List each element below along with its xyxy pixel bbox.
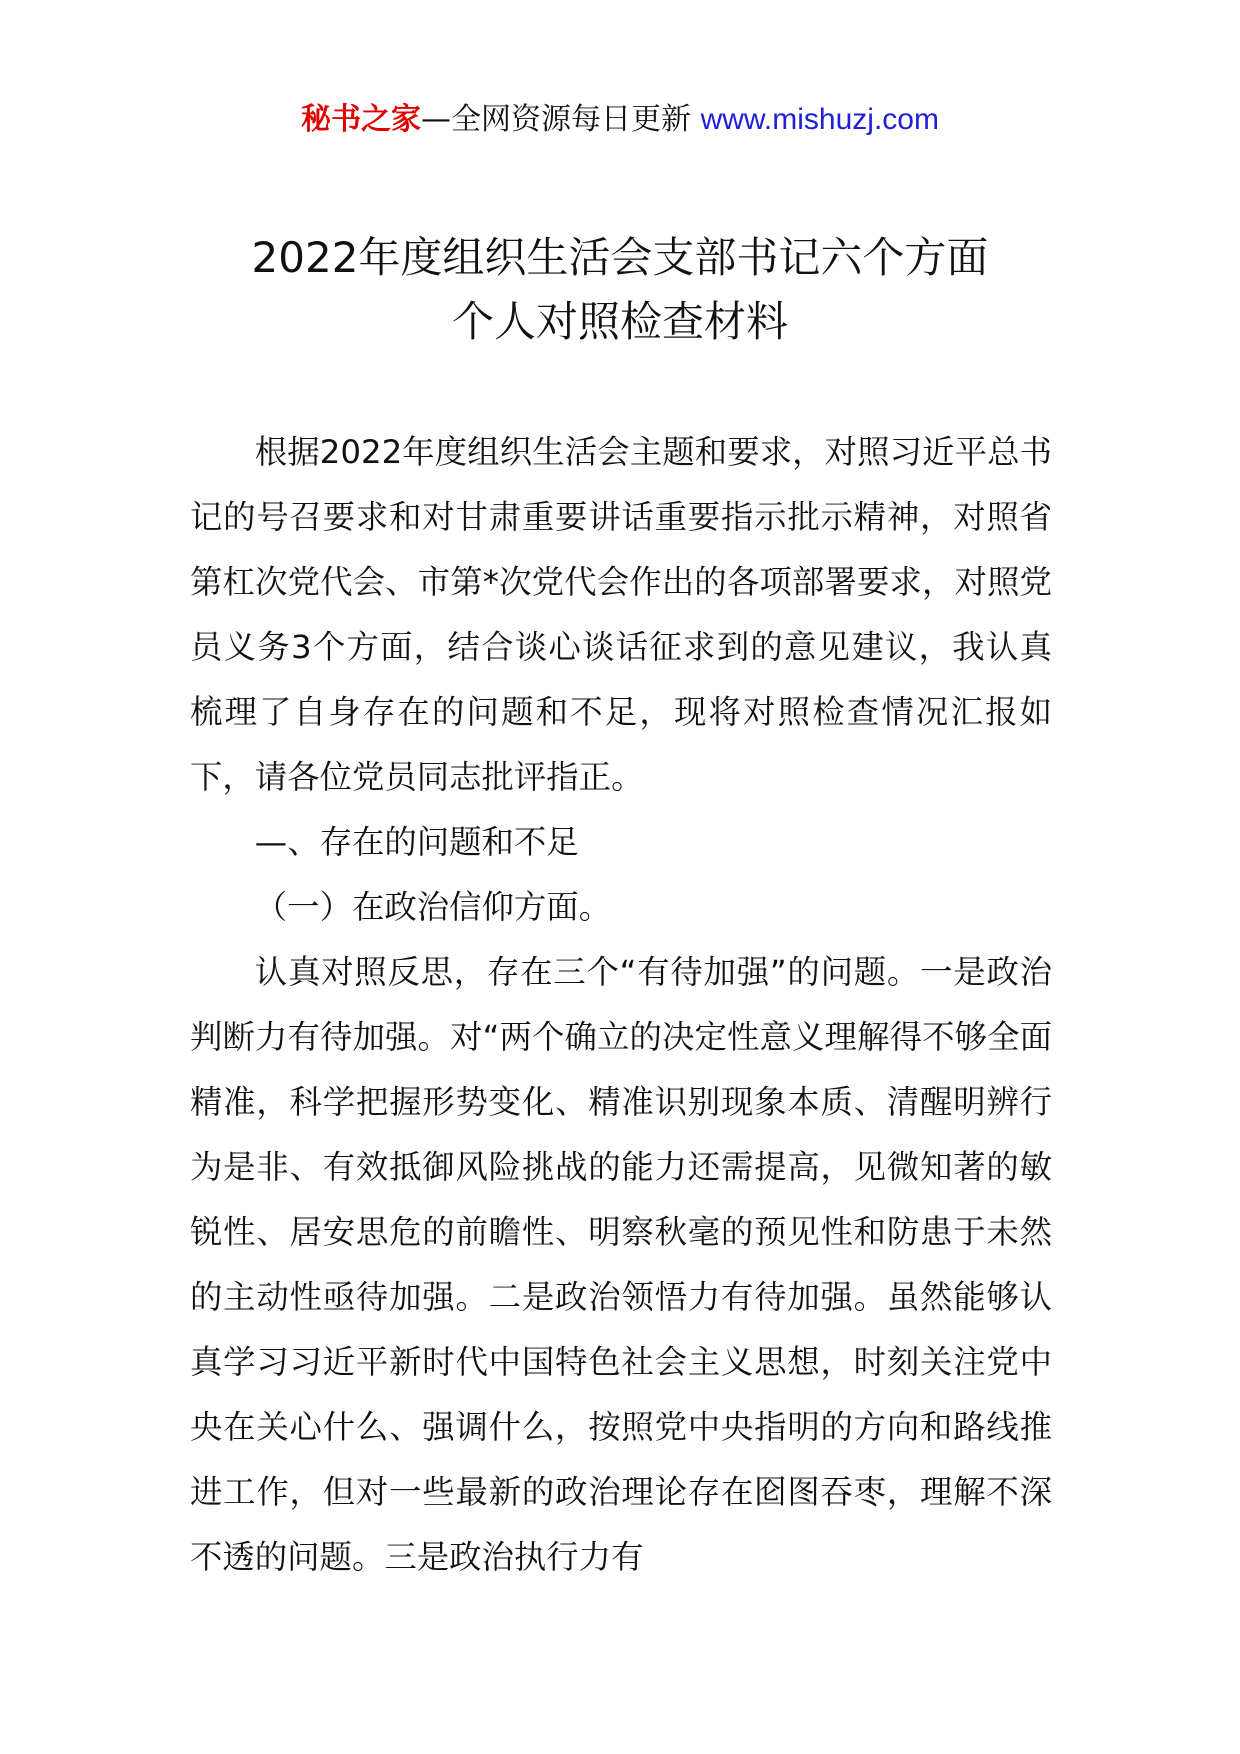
title-line-2: 个人对照检查材料 [451,297,788,346]
section-heading-1: —、存在的问题和不足 [254,823,579,861]
site-url-link[interactable]: www.mishuzj.com [700,103,939,136]
title-line-1: 2022年度组织生活会支部书记六个方面 [251,233,989,282]
site-slogan: —全网资源每日更新 [421,102,692,137]
subsection-heading-1: （一）在政治信仰方面。 [254,888,612,926]
brand-name: 秘书之家 [301,102,422,137]
document-title [0,226,1240,354]
intro-paragraph: 根据2022年度组织生活会主题和要求，对照习近平总书记的号召要求和对甘肃重要讲话重要指示批示精神，对照省第杠次党代会、市第*次党代会作出的各项部署要求，对照党员义务3个方面，结合谈心谈话征求到的意见建议，我认真梳理了自身存在的问题和不足，现将对照检查情况汇报如下，请各位党员同志批评指正。 [190,433,1052,796]
document-body [190,420,1052,1590]
site-header [0,98,1240,142]
body-paragraph-2: 认真对照反思，存在三个“有待加强”的问题。一是政治判断力有待加强。对“两个确立的决定性意义理解得不够全面精准，科学把握形势变化、精准识别现象本质、清醒明辨行为是非、有效抵御风险挑战的能力还需提高，见微知著的敏锐性、居安思危的前瞻性、明察秋毫的预见性和防患于未然的主动性亟待加强。二是政治领悟力有待加强。虽然能够认真学习习近平新时代中国特色社会主义思想，时刻关注党中央在关心什么、强调什么，按照党中央指明的方向和路线推进工作，但对一些最新的政治理论存在囵图吞枣，理解不深不透的问题。三是政治执行力有 [190,953,1052,1576]
